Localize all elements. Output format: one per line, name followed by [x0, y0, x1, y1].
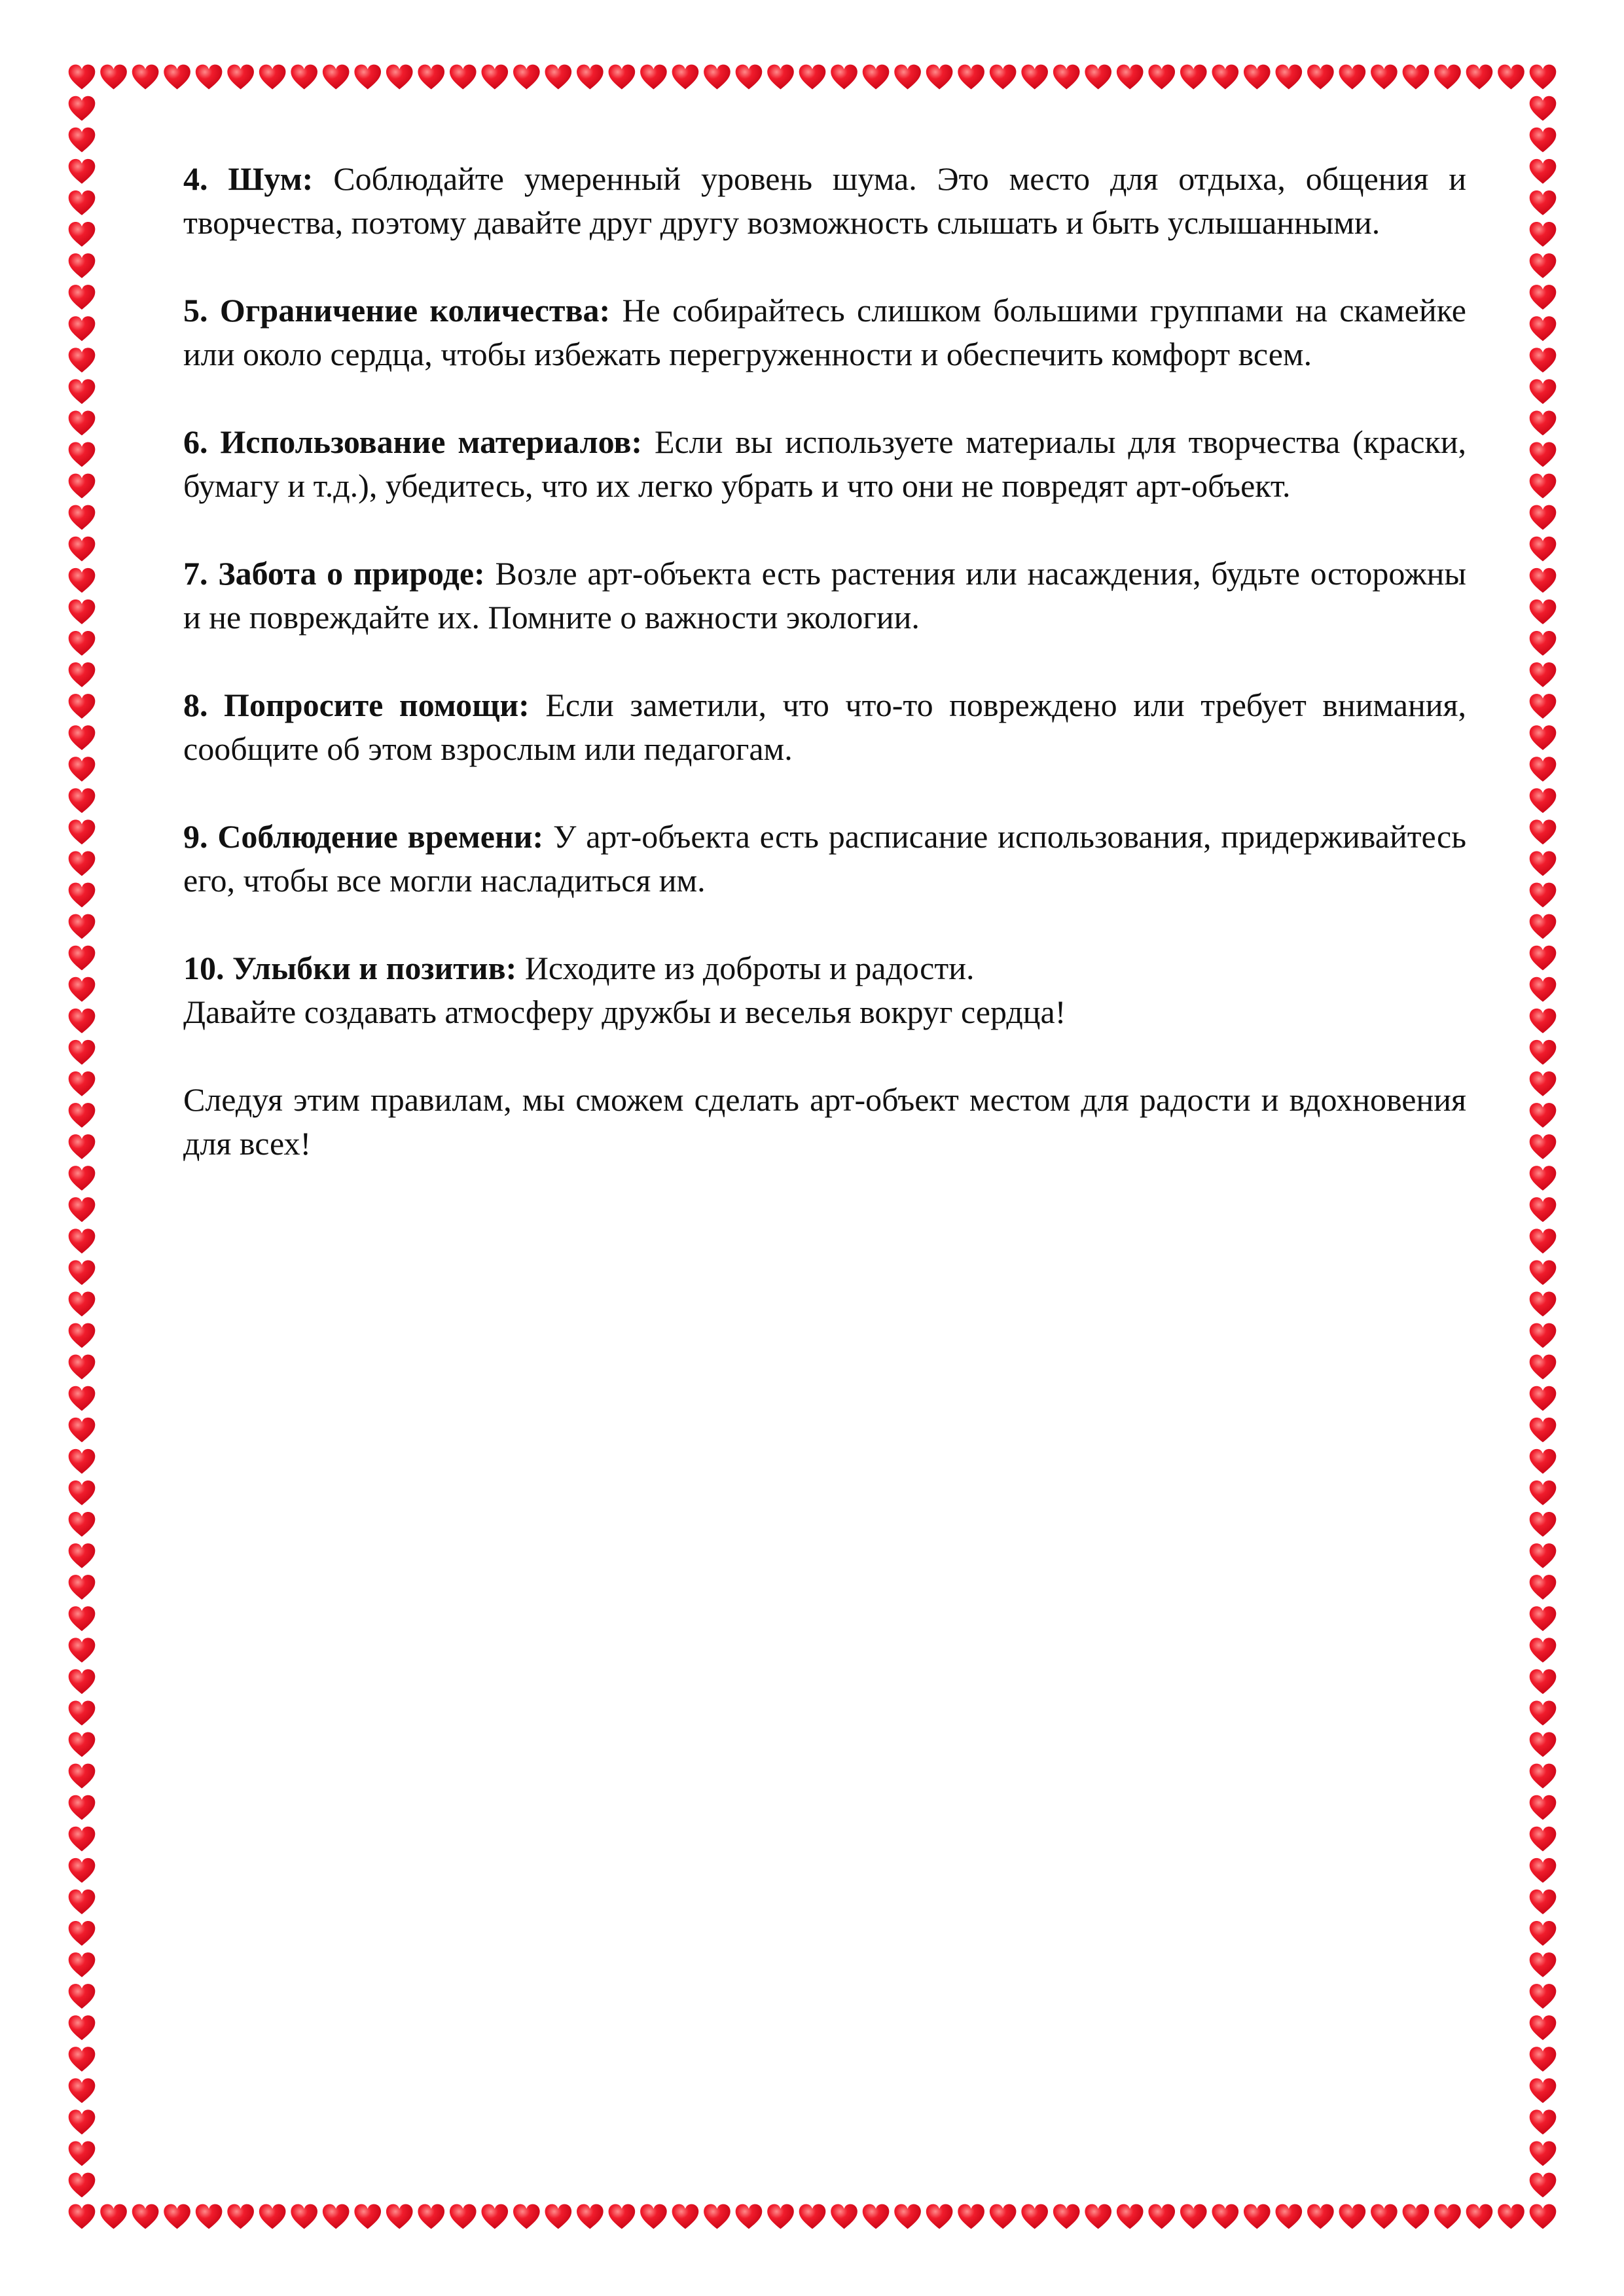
heart-icon	[958, 65, 984, 90]
heart-icon	[1276, 65, 1303, 90]
heart-icon	[196, 65, 223, 90]
heart-icon	[69, 725, 96, 750]
heart-icon	[69, 537, 96, 562]
heart-icon	[1530, 159, 1557, 184]
heart-icon	[1530, 631, 1557, 656]
heart-icon	[767, 65, 794, 90]
heart-icon	[1530, 2142, 1557, 2166]
heart-icon	[1530, 2109, 1557, 2134]
heart-icon	[672, 65, 699, 90]
heart-icon	[69, 1480, 96, 1505]
heart-icon	[481, 65, 508, 90]
heart-icon	[1530, 222, 1557, 247]
heart-icon	[69, 1134, 96, 1159]
heart-icon	[69, 190, 96, 215]
heart-icon	[1530, 1575, 1557, 1600]
heart-icon	[1530, 1229, 1557, 1253]
heart-icon	[69, 1732, 96, 1757]
heart-icon	[69, 505, 96, 530]
heart-icon	[1530, 505, 1557, 530]
heart-icon	[69, 1418, 96, 1443]
heart-icon	[1212, 2204, 1238, 2229]
heart-icon	[1530, 1166, 1557, 1191]
heart-icon	[69, 2047, 96, 2072]
heart-icon	[1530, 1732, 1557, 1757]
heart-icon	[672, 2204, 699, 2229]
heart-icon	[69, 1606, 96, 1631]
heart-icon	[894, 2204, 921, 2229]
heart-icon	[69, 946, 96, 971]
rule-title: 10. Улыбки и позитив:	[183, 950, 517, 986]
heart-icon	[1530, 410, 1557, 435]
heart-icon	[69, 1575, 96, 1600]
heart-icon	[69, 1197, 96, 1222]
rule-text-line-2: Давайте создавать атмосферу дружбы и веселья вокруг сердца!	[183, 994, 1066, 1030]
rule-title: 9. Соблюдение времени:	[183, 818, 544, 855]
heart-icon	[1530, 1009, 1557, 1033]
heart-icon	[1530, 883, 1557, 908]
heart-icon	[69, 977, 96, 1002]
heart-icon	[69, 1764, 96, 1789]
heart-icon	[69, 1638, 96, 1662]
heart-icon	[1530, 253, 1557, 278]
heart-icon	[69, 1260, 96, 1285]
heart-icon	[69, 1921, 96, 1946]
heart-icon	[386, 2204, 413, 2229]
heart-icon	[1434, 65, 1461, 90]
heart-icon	[1530, 1952, 1557, 1977]
heart-icon	[1530, 851, 1557, 876]
heart-icon	[1530, 2015, 1557, 2040]
heart-icon	[577, 65, 604, 90]
heart-icon	[69, 694, 96, 719]
heart-icon	[1530, 1890, 1557, 1914]
heart-icon	[1180, 65, 1207, 90]
heart-icon	[69, 316, 96, 341]
heart-icon	[990, 2204, 1017, 2229]
rule-text: Не собирайтесь слишком большими группами на скамейке или около сердца, чтобы избежать перегруженности и обеспечить комфорт всем.	[183, 292, 1466, 372]
heart-icon	[69, 788, 96, 813]
heart-icon	[1530, 1134, 1557, 1159]
heart-icon	[69, 1071, 96, 1096]
heart-icon	[100, 2204, 127, 2229]
heart-icon	[259, 65, 286, 90]
heart-icon	[1530, 819, 1557, 844]
rule-text: Если заметили, что что-то повреждено или требует внимания, сообщите об этом взрослым или педагогам.	[183, 687, 1467, 767]
heart-icon	[69, 159, 96, 184]
heart-icon	[1530, 1480, 1557, 1505]
heart-icon	[1530, 1103, 1557, 1128]
heart-icon	[69, 1890, 96, 1914]
heart-icon	[1530, 1543, 1557, 1568]
rule-title: 6. Использование материалов:	[183, 423, 643, 460]
heart-icon	[1530, 1355, 1557, 1380]
heart-icon	[69, 1355, 96, 1380]
heart-icon	[1530, 442, 1557, 467]
heart-icon	[1530, 1700, 1557, 1725]
heart-icon	[69, 1952, 96, 1977]
heart-icon	[1530, 1197, 1557, 1222]
heart-icon	[799, 2204, 826, 2229]
heart-icon	[69, 851, 96, 876]
heart-icon	[1244, 65, 1271, 90]
heart-icon	[1530, 2047, 1557, 2072]
heart-icon	[1117, 2204, 1144, 2229]
heart-icon	[69, 222, 96, 247]
rule-text: Возле арт-объекта есть растения или насаждения, будьте осторожны и не повреждайте их. Помните о важности экологии.	[183, 555, 1467, 636]
heart-icon	[958, 2204, 984, 2229]
heart-icon	[894, 65, 921, 90]
heart-icon	[863, 2204, 890, 2229]
rule-10	[183, 946, 1466, 1034]
heart-icon	[386, 65, 413, 90]
heart-icon	[926, 65, 953, 90]
heart-icon	[1530, 662, 1557, 687]
heart-icon	[831, 65, 857, 90]
heart-icon	[69, 65, 96, 90]
heart-icon	[736, 65, 763, 90]
heart-icon	[1530, 1921, 1557, 1946]
heart-icon	[831, 2204, 857, 2229]
heart-icon	[704, 65, 731, 90]
heart-icon	[1117, 65, 1144, 90]
heart-icon	[1148, 2204, 1175, 2229]
heart-icon	[1244, 2204, 1271, 2229]
heart-icon	[1085, 2204, 1111, 2229]
heart-icon	[69, 914, 96, 939]
border-bottom	[69, 2204, 1557, 2229]
heart-icon	[1371, 65, 1398, 90]
heart-icon	[1053, 2204, 1080, 2229]
heart-icon	[323, 65, 350, 90]
heart-icon	[1530, 694, 1557, 719]
heart-icon	[577, 2204, 604, 2229]
heart-icon	[1530, 1827, 1557, 1852]
heart-icon	[1530, 914, 1557, 939]
heart-icon	[1530, 725, 1557, 750]
heart-icon	[69, 1984, 96, 2009]
heart-icon	[69, 1386, 96, 1411]
heart-icon	[69, 1323, 96, 1348]
heart-icon	[69, 568, 96, 593]
heart-icon	[69, 1669, 96, 1694]
heart-icon	[1530, 1292, 1557, 1317]
heart-icon	[1148, 65, 1175, 90]
heart-icon	[1339, 65, 1366, 90]
heart-icon	[1180, 2204, 1207, 2229]
heart-icon	[196, 2204, 223, 2229]
heart-icon	[1530, 1795, 1557, 1820]
heart-icon	[69, 348, 96, 372]
heart-icon	[354, 2204, 381, 2229]
heart-icon	[736, 2204, 763, 2229]
heart-icon	[69, 253, 96, 278]
heart-icon	[1530, 2078, 1557, 2103]
heart-icon	[69, 96, 96, 121]
heart-icon	[1530, 788, 1557, 813]
heart-icon	[1434, 2204, 1461, 2229]
heart-icon	[69, 1827, 96, 1852]
heart-icon	[609, 65, 636, 90]
rules-content	[183, 157, 1466, 1166]
heart-icon	[1530, 1512, 1557, 1537]
heart-icon	[1530, 1449, 1557, 1474]
heart-icon	[926, 2204, 953, 2229]
heart-icon	[100, 65, 127, 90]
rule-title: 7. Забота о природе:	[183, 555, 485, 592]
heart-icon	[1530, 1323, 1557, 1348]
heart-icon	[69, 1103, 96, 1128]
heart-icon	[227, 2204, 254, 2229]
heart-icon	[69, 442, 96, 467]
heart-icon	[69, 1229, 96, 1253]
heart-icon	[1466, 65, 1493, 90]
heart-icon	[1530, 757, 1557, 781]
heart-icon	[481, 2204, 508, 2229]
heart-icon	[1530, 1386, 1557, 1411]
heart-icon	[69, 662, 96, 687]
heart-icon	[1530, 1669, 1557, 1694]
heart-icon	[132, 2204, 159, 2229]
heart-icon	[1530, 190, 1557, 215]
heart-icon	[1530, 1858, 1557, 1883]
heart-icon	[1021, 65, 1048, 90]
heart-icon	[69, 2142, 96, 2166]
heart-icon	[164, 65, 190, 90]
closing-paragraph: Следуя этим правилам, мы сможем сделать арт-объект местом для радости и вдохновения для всех!	[183, 1081, 1466, 1162]
rule-title: 4. Шум:	[183, 160, 314, 197]
rule-text: Соблюдайте умеренный уровень шума. Это место для отдыха, общения и творчества, поэтому давайте друг другу возможность слышать и быть услышанными.	[183, 160, 1466, 241]
heart-icon	[1530, 537, 1557, 562]
heart-icon	[69, 1040, 96, 1065]
heart-icon	[69, 883, 96, 908]
heart-icon	[1530, 128, 1557, 152]
heart-icon	[1339, 2204, 1366, 2229]
heart-icon	[69, 600, 96, 624]
heart-icon	[1530, 1260, 1557, 1285]
heart-icon	[1530, 1764, 1557, 1789]
heart-icon	[69, 757, 96, 781]
heart-icon	[1530, 379, 1557, 404]
heart-icon	[132, 65, 159, 90]
heart-icon	[863, 65, 890, 90]
heart-icon	[1530, 348, 1557, 372]
heart-icon	[1530, 600, 1557, 624]
heart-icon	[545, 65, 572, 90]
heart-icon	[69, 2109, 96, 2134]
rule-7	[183, 552, 1466, 639]
heart-icon	[323, 2204, 350, 2229]
heart-icon	[1403, 2204, 1430, 2229]
heart-icon	[609, 2204, 636, 2229]
heart-icon	[1085, 65, 1111, 90]
heart-icon	[1530, 946, 1557, 971]
heart-icon	[640, 65, 667, 90]
border-top	[69, 65, 1557, 90]
heart-icon	[69, 1292, 96, 1317]
heart-icon	[1530, 1418, 1557, 1443]
heart-icon	[704, 2204, 731, 2229]
heart-icon	[1276, 2204, 1303, 2229]
rule-8	[183, 683, 1466, 771]
heart-icon	[990, 65, 1017, 90]
heart-icon	[799, 65, 826, 90]
border-right	[1530, 96, 1557, 2198]
heart-icon	[69, 631, 96, 656]
heart-icon	[1403, 65, 1430, 90]
rule-6	[183, 420, 1466, 508]
rule-title: 5. Ограничение количества:	[183, 292, 611, 329]
heart-icon	[450, 65, 477, 90]
heart-icon	[1530, 2204, 1557, 2229]
heart-icon	[69, 474, 96, 499]
heart-icon	[1466, 2204, 1493, 2229]
heart-icon	[227, 65, 254, 90]
heart-icon	[69, 819, 96, 844]
heart-icon	[1053, 65, 1080, 90]
heart-icon	[1307, 65, 1334, 90]
heart-icon	[259, 2204, 286, 2229]
heart-icon	[1498, 65, 1525, 90]
heart-icon	[418, 65, 444, 90]
border-left	[69, 96, 96, 2198]
heart-icon	[1530, 1071, 1557, 1096]
heart-icon	[164, 2204, 190, 2229]
heart-icon	[69, 2204, 96, 2229]
rule-text: Исходите из доброты и радости.	[524, 950, 975, 986]
heart-icon	[1530, 1638, 1557, 1662]
rule-text: Если вы используете материалы для творчества (краски, бумагу и т.д.), убедитесь, что их легко убрать и что они не повредят арт-объект.	[183, 423, 1467, 504]
heart-icon	[1530, 316, 1557, 341]
heart-icon	[1530, 568, 1557, 593]
heart-icon	[69, 379, 96, 404]
heart-icon	[69, 1795, 96, 1820]
heart-icon	[450, 2204, 477, 2229]
rule-title: 8. Попросите помощи:	[183, 687, 530, 723]
rule-9	[183, 815, 1466, 903]
heart-icon	[69, 128, 96, 152]
heart-icon	[69, 410, 96, 435]
heart-icon	[69, 1700, 96, 1725]
heart-icon	[69, 285, 96, 310]
heart-icon	[69, 1166, 96, 1191]
heart-icon	[69, 2078, 96, 2103]
heart-icon	[69, 2173, 96, 2198]
heart-icon	[69, 1858, 96, 1883]
heart-icon	[291, 2204, 317, 2229]
heart-icon	[1530, 2173, 1557, 2198]
heart-icon	[69, 1512, 96, 1537]
heart-icon	[1307, 2204, 1334, 2229]
rule-text: У арт-объекта есть расписание использования, придерживайтесь его, чтобы все могли насладиться им.	[183, 818, 1466, 899]
heart-icon	[69, 1449, 96, 1474]
heart-icon	[1021, 2204, 1048, 2229]
rule-5	[183, 289, 1466, 376]
heart-icon	[1530, 1984, 1557, 2009]
heart-icon	[640, 2204, 667, 2229]
heart-icon	[69, 1543, 96, 1568]
heart-icon	[418, 2204, 444, 2229]
heart-icon	[767, 2204, 794, 2229]
rule-4	[183, 157, 1466, 245]
heart-icon	[1530, 474, 1557, 499]
heart-icon	[69, 2015, 96, 2040]
heart-icon	[1530, 285, 1557, 310]
heart-icon	[1498, 2204, 1525, 2229]
heart-icon	[69, 1009, 96, 1033]
heart-icon	[513, 65, 540, 90]
heart-icon	[1371, 2204, 1398, 2229]
heart-icon	[1530, 1040, 1557, 1065]
heart-icon	[1530, 1606, 1557, 1631]
heart-icon	[354, 65, 381, 90]
heart-icon	[1530, 96, 1557, 121]
heart-icon	[513, 2204, 540, 2229]
heart-icon	[1212, 65, 1238, 90]
heart-icon	[1530, 977, 1557, 1002]
heart-icon	[545, 2204, 572, 2229]
heart-icon	[1530, 65, 1557, 90]
heart-icon	[291, 65, 317, 90]
